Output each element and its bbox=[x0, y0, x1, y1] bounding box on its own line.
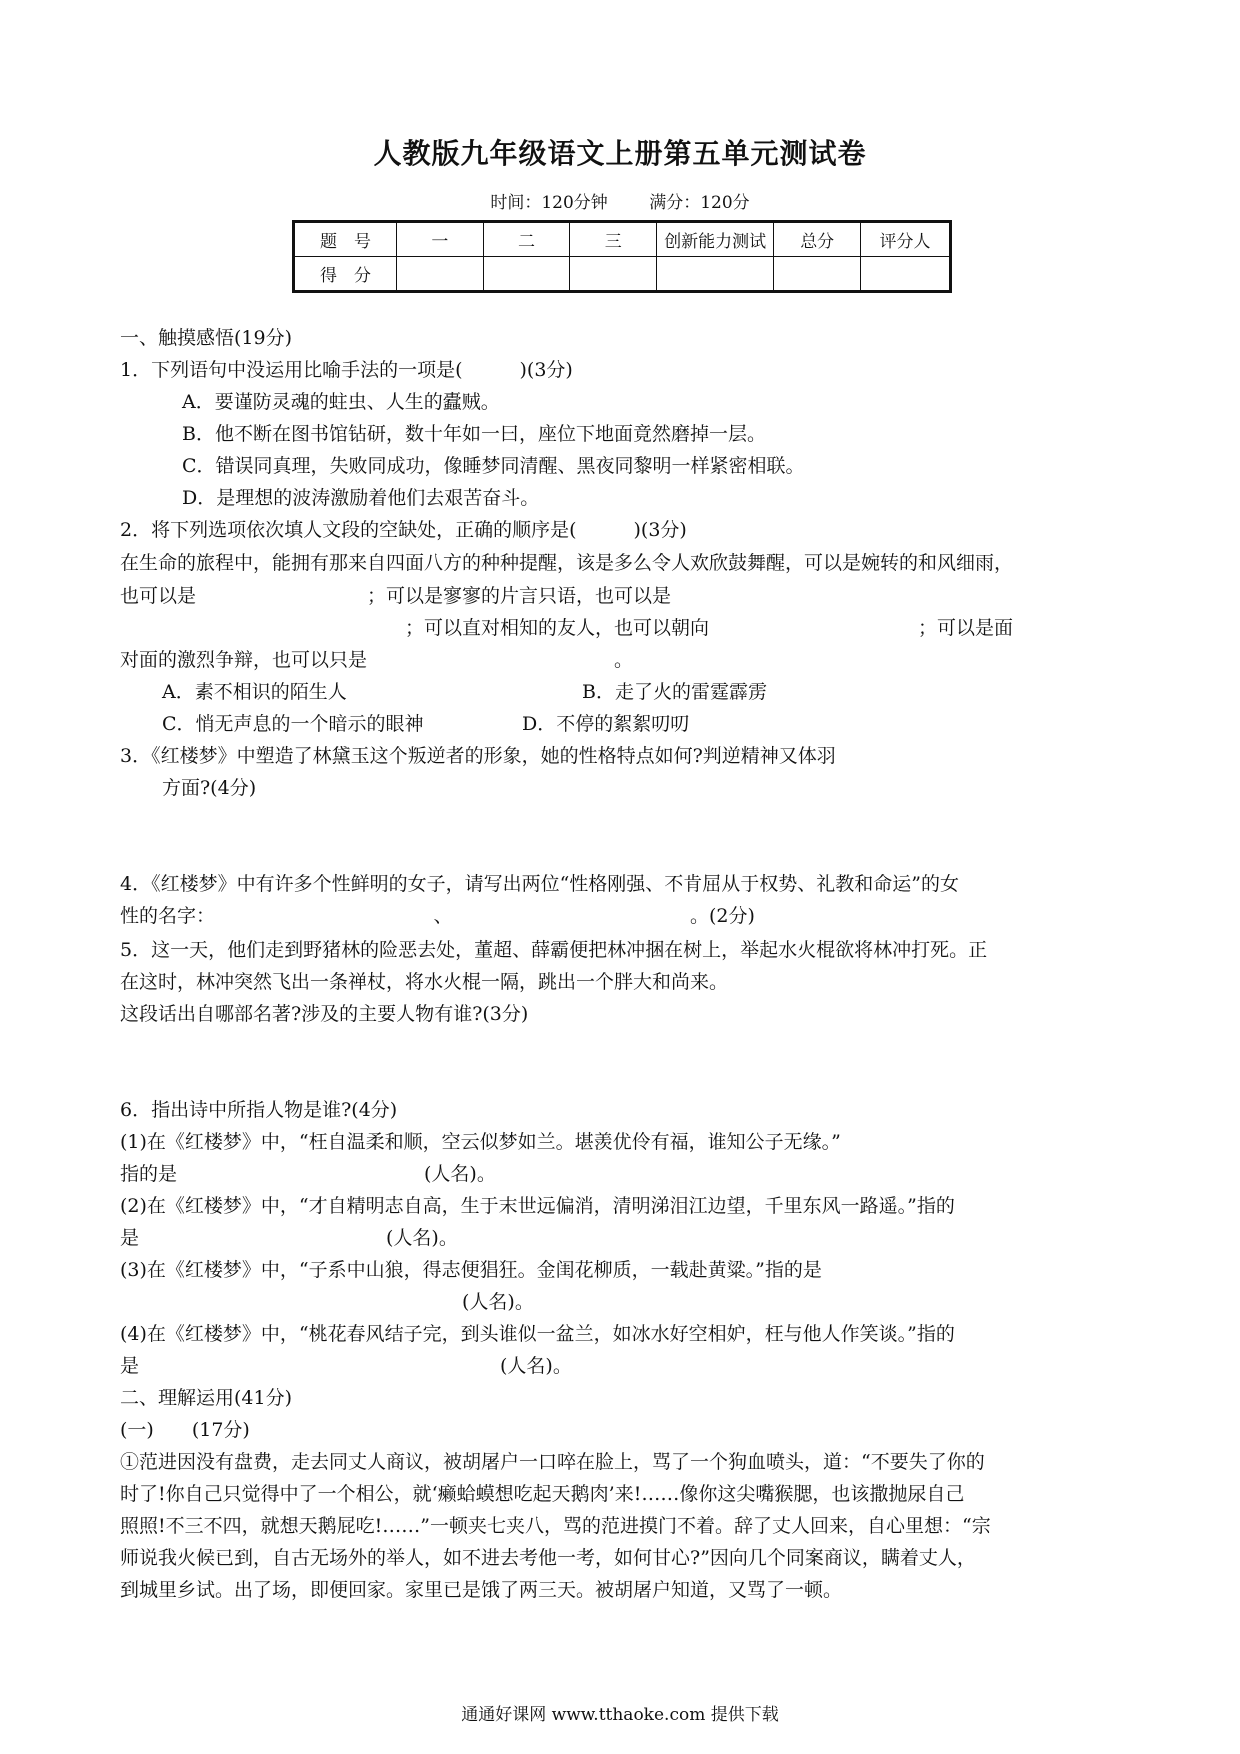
score-cell bbox=[657, 257, 774, 292]
footer-credit: 通通好课网 www.tthaoke.com 提供下载 bbox=[461, 1705, 779, 1725]
score-table-score-row bbox=[294, 257, 951, 292]
q2-passage-line: 在生命的旅程中，能拥有那来自四面八方的种种提醒，该是多么令人欢欣鼓舞醒，可以是婉转的和风细雨， bbox=[120, 552, 1014, 574]
q1-option-a: A．要谨防灵魂的蛀虫、人生的蠹贼。 bbox=[182, 391, 500, 413]
score-header-cell: 创新能力测试 bbox=[657, 222, 774, 257]
full-score: 满分：120分 bbox=[649, 193, 750, 213]
section2-heading: 二、理解运用(41分) bbox=[120, 1387, 293, 1409]
score-header-cell: 评分人 bbox=[861, 222, 951, 257]
q5-line: 5．这一天，他们走到野猪林的险恶去处，董超、薛霸便把林冲捆在树上，举起水火棍欲将林冲打死。正 bbox=[120, 939, 988, 961]
q2-stem: 2．将下列选项依次填人文段的空缺处，正确的顺序是( )(3分) bbox=[120, 519, 687, 541]
q2-passage-line: ；可以直对相知的友人，也可以朝向 ；可以是面 bbox=[120, 617, 1014, 639]
score-header-cell: 题 号 bbox=[294, 222, 397, 257]
score-row-label: 得 分 bbox=[294, 257, 397, 292]
score-table-header-row bbox=[294, 222, 951, 257]
q2-option-c: C．悄无声息的一个暗示的眼神 bbox=[162, 713, 424, 735]
q2-option-a: A．素不相识的陌生人 bbox=[162, 681, 347, 703]
q3-line: 3．《红楼梦》中塑造了林黛玉这个叛逆者的形象，她的性格特点如何?判逆精神又体羽 bbox=[120, 745, 836, 767]
score-header-cell: 三 bbox=[570, 222, 657, 257]
q6-stem: 6．指出诗中所指人物是谁?(4分) bbox=[120, 1099, 398, 1121]
q5-line: 这段话出自哪部名著?涉及的主要人物有谁?(3分) bbox=[120, 1003, 529, 1025]
score-header-cell: 二 bbox=[483, 222, 570, 257]
q5-line: 在这时，林冲突然飞出一条禅杖，将水火棍一隔，跳出一个胖大和尚来。 bbox=[120, 971, 729, 993]
q6-item-line: 是 (人名)。 bbox=[120, 1355, 572, 1377]
q6-item-line: 指的是 (人名)。 bbox=[120, 1163, 496, 1185]
q2-passage-line: 也可以是 ；可以是寥寥的片言只语，也可以是 bbox=[120, 585, 672, 607]
reading-passage-line: 师说我火候已到，自古无场外的举人，如不进去考他一考，如何甘心?”因向几个同案商议，瞒着丈人， bbox=[120, 1547, 976, 1569]
time-limit: 时间：120分钟 bbox=[490, 193, 608, 213]
q6-item-line: (1)在《红楼梦》中，“枉自温柔和顺，空云似梦如兰。堪羡优伶有福，谁知公子无缘。” bbox=[120, 1131, 841, 1153]
q6-item-line: (人名)。 bbox=[120, 1291, 534, 1313]
reading-passage-line: 照照!不三不四，就想天鹅屁吃!……”一顿夹七夹八，骂的范进摸门不着。辞了丈人回来，自心里想：“宗 bbox=[120, 1515, 991, 1537]
score-cell bbox=[397, 257, 484, 292]
score-cell bbox=[483, 257, 570, 292]
q6-item-line: (3)在《红楼梦》中，“子系中山狼，得志便猖狂。金闺花柳质，一载赴黄粱。”指的是 bbox=[120, 1259, 822, 1281]
q6-item-line: (4)在《红楼梦》中，“桃花春风结子完，到头谁似一盆兰，如冰水好空相妒，枉与他人作笑谈。”指的 bbox=[120, 1323, 955, 1345]
q6-item-line: (2)在《红楼梦》中，“才自精明志自高，生于末世远偏消，清明涕泪江边望，千里东风一路遥。”指的 bbox=[120, 1195, 955, 1217]
score-table bbox=[292, 220, 952, 293]
q2-option-b: B．走了火的雷霆霹雳 bbox=[582, 681, 767, 703]
exam-info bbox=[0, 188, 1240, 213]
section1-heading: 一、触摸感悟(19分) bbox=[120, 327, 293, 349]
page-title: 人教版九年级语文上册第五单元测试卷 bbox=[373, 137, 867, 170]
section2-subheading: (一) (17分) bbox=[120, 1419, 250, 1441]
score-header-cell: 总分 bbox=[774, 222, 861, 257]
q4-line: 4．《红楼梦》中有许多个性鲜明的女子，请写出两位“性格刚强、不肯屈从于权势、礼教和命运”的女 bbox=[120, 873, 960, 895]
q4-line: 性的名字： 、 。(2分) bbox=[120, 905, 755, 927]
score-cell bbox=[570, 257, 657, 292]
q1-option-b: B．他不断在图书馆钻研，数十年如一曰，座位下地面竟然磨掉一层。 bbox=[182, 423, 766, 445]
q6-item-line: 是 (人名)。 bbox=[120, 1227, 458, 1249]
q2-option-d: D．不停的絮絮叨叨 bbox=[522, 713, 690, 735]
reading-passage-line: 时了!你自己只觉得中了一个相公，就‘癞蛤蟆想吃起天鹅肉’来!……像你这尖嘴猴腮，也该撒抛尿自己 bbox=[120, 1483, 965, 1505]
q3-line: 方面?(4分) bbox=[162, 777, 257, 799]
q1-option-d: D．是理想的波涛激励着他们去艰苦奋斗。 bbox=[182, 487, 540, 509]
score-header-cell: 一 bbox=[397, 222, 484, 257]
score-cell bbox=[774, 257, 861, 292]
score-cell bbox=[861, 257, 951, 292]
q2-passage-line: 对面的激烈争辩，也可以只是 。 bbox=[120, 649, 634, 671]
q1-option-c: C．错误同真理，失败同成功，像睡梦同清醒、黑夜同黎明一样紧密相联。 bbox=[182, 455, 805, 477]
reading-passage-line: ①范进因没有盘费，走去同丈人商议，被胡屠户一口啐在脸上，骂了一个狗血喷头，道：“不要失了你的 bbox=[120, 1451, 985, 1473]
q1-stem: 1．下列语句中没运用比喻手法的一项是( )(3分) bbox=[120, 359, 573, 381]
reading-passage-line: 到城里乡试。出了场，即便回家。家里已是饿了两三天。被胡屠户知道，又骂了一顿。 bbox=[120, 1579, 843, 1601]
